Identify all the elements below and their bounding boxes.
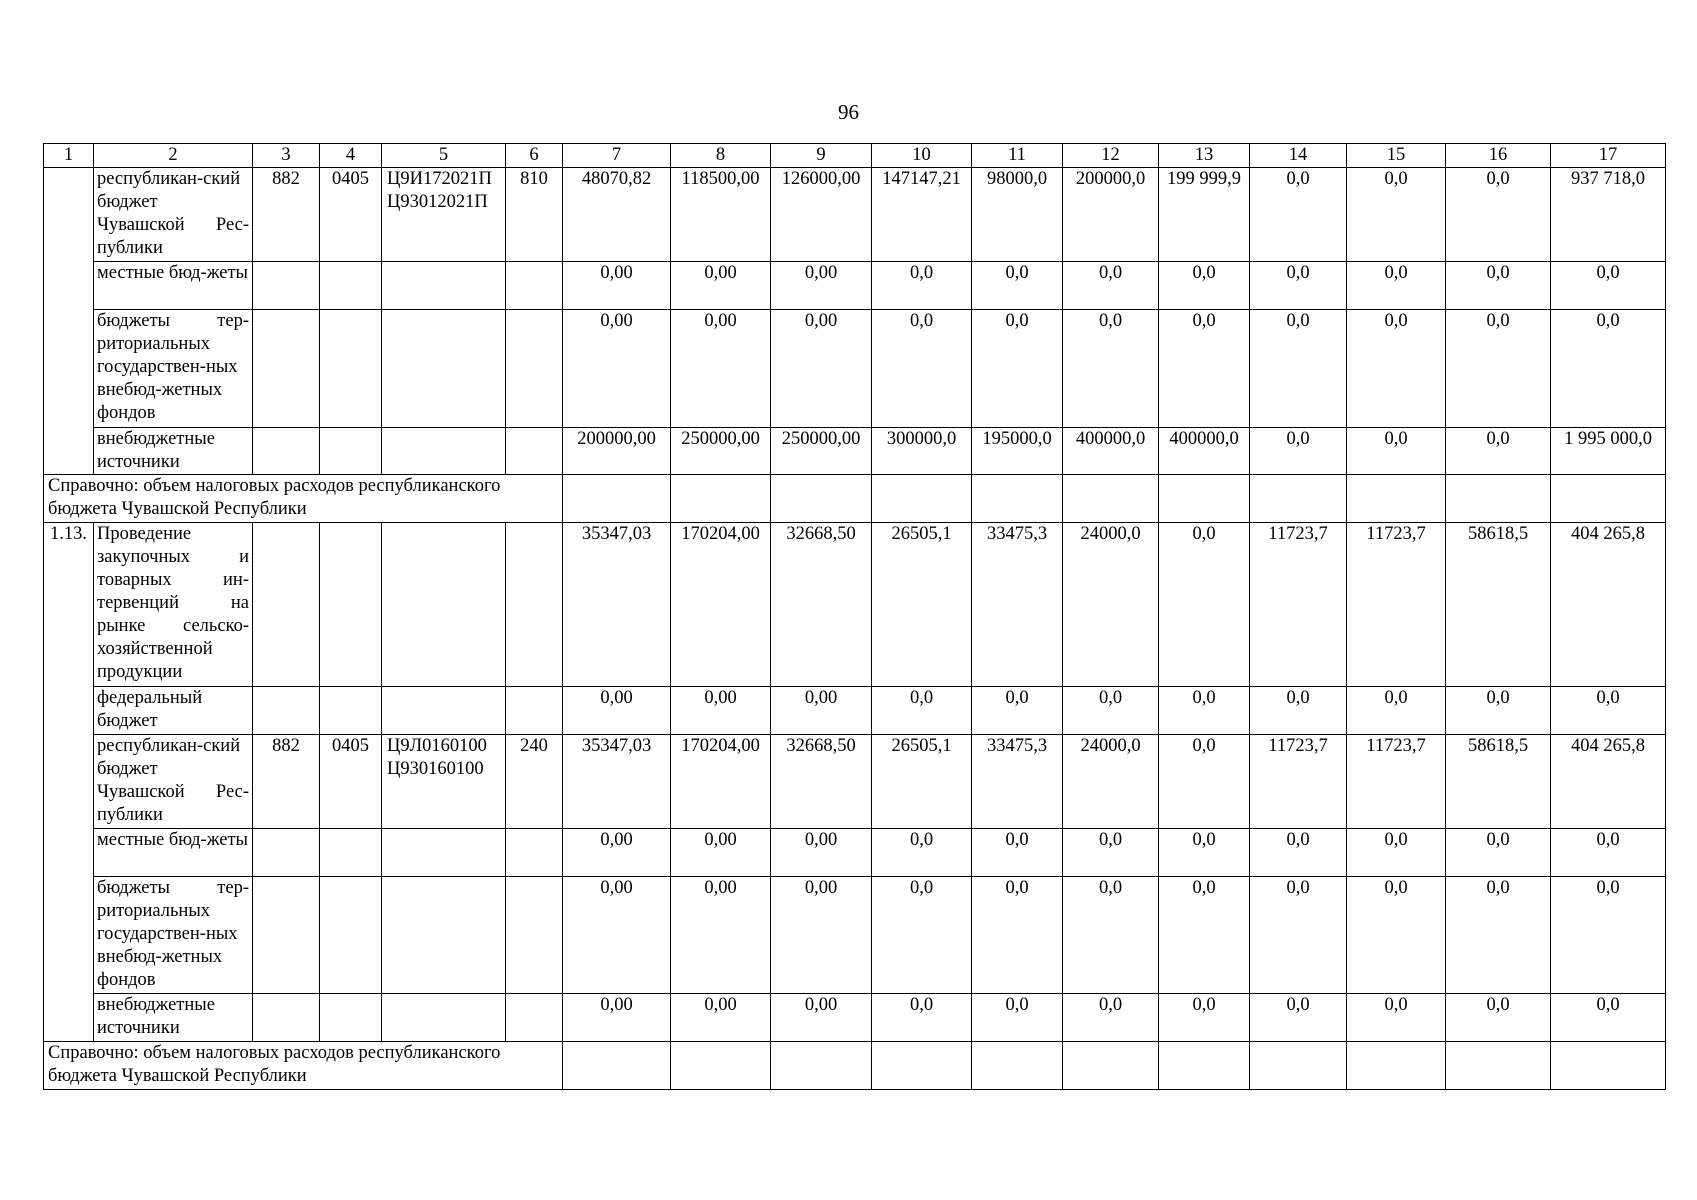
value-cell: 58618,5: [1446, 735, 1551, 829]
target-article-cell: [382, 829, 506, 877]
value-cell: [872, 1042, 972, 1090]
value-cell: 0,0: [1347, 687, 1446, 735]
column-number: 10: [872, 144, 972, 168]
funding-source-cell: внебюджетные источники: [94, 428, 253, 475]
column-number: 5: [382, 144, 506, 168]
tax-expenditure-note: Справочно: объем налоговых расходов республиканского бюджета Чувашской Республики: [44, 1042, 563, 1090]
value-cell: 300000,0: [872, 428, 972, 475]
table-row: [44, 735, 1666, 829]
target-article-cell: [382, 168, 506, 262]
value-cell: [1446, 475, 1551, 523]
column-number: 9: [771, 144, 872, 168]
value-cell: [872, 475, 972, 523]
total-value-cell: 0,0: [1551, 310, 1666, 428]
target-article-cell: [382, 310, 506, 428]
value-cell: 26505,1: [872, 735, 972, 829]
value-cell: 11723,7: [1250, 735, 1347, 829]
value-cell: [671, 1042, 771, 1090]
value-cell: [1159, 1042, 1250, 1090]
value-cell: [563, 1042, 671, 1090]
value-cell: 200000,0: [1063, 168, 1159, 262]
value-cell: 0,00: [671, 994, 771, 1042]
value-cell: 400000,0: [1159, 428, 1250, 475]
table-row: [44, 262, 1666, 310]
value-cell: 199 999,9: [1159, 168, 1250, 262]
value-cell: 0,0: [1159, 994, 1250, 1042]
value-cell: [972, 1042, 1063, 1090]
section-code-cell: 0405: [320, 735, 382, 829]
funding-source-cell: республикан-ский бюджет Чувашской Рес-публики: [94, 168, 253, 262]
value-cell: 0,0: [1159, 523, 1250, 687]
value-cell: [1250, 475, 1347, 523]
value-cell: 0,0: [1446, 994, 1551, 1042]
value-cell: 0,0: [972, 829, 1063, 877]
column-number: 14: [1250, 144, 1347, 168]
table-row: [44, 310, 1666, 428]
total-value-cell: 404 265,8: [1551, 523, 1666, 687]
section-code-cell: [320, 428, 382, 475]
value-cell: 48070,82: [563, 168, 671, 262]
section-code-cell: [320, 829, 382, 877]
value-cell: 32668,50: [771, 735, 872, 829]
funding-source-cell: внебюджетные источники: [94, 994, 253, 1042]
value-cell: 0,0: [1250, 168, 1347, 262]
column-number: 8: [671, 144, 771, 168]
value-cell: 11723,7: [1250, 523, 1347, 687]
value-cell: 0,0: [1446, 310, 1551, 428]
value-cell: 0,0: [972, 310, 1063, 428]
value-cell: 0,0: [1347, 168, 1446, 262]
section-code-cell: [320, 877, 382, 994]
value-cell: [671, 475, 771, 523]
value-cell: 0,00: [671, 877, 771, 994]
target-article-code: Ц93012021П: [387, 192, 488, 212]
value-cell: 0,0: [1159, 829, 1250, 877]
tax-expenditure-note: Справочно: объем налоговых расходов республиканского бюджета Чувашской Республики: [44, 475, 563, 523]
event-name-cell: Проведение закупочных и товарных ин-тервенций на рынке сельско-хозяйственной продукции: [94, 523, 253, 687]
total-value-cell: 0,0: [1551, 262, 1666, 310]
funding-source-cell: бюджеты тер-риториальных государствен-ных внебюд-жетных фондов: [94, 310, 253, 428]
value-cell: 0,0: [1347, 877, 1446, 994]
value-cell: [972, 475, 1063, 523]
value-cell: 0,0: [1063, 877, 1159, 994]
column-number: 4: [320, 144, 382, 168]
column-number: 13: [1159, 144, 1250, 168]
expense-type-cell: [506, 687, 563, 735]
ministry-code-cell: [253, 877, 320, 994]
value-cell: [771, 475, 872, 523]
target-article-code: Ц930160100: [387, 759, 484, 779]
value-cell: 0,0: [1063, 687, 1159, 735]
funding-source-cell: бюджеты тер-риториальных государствен-ных внебюд-жетных фондов: [94, 877, 253, 994]
column-number: 6: [506, 144, 563, 168]
column-number: 17: [1551, 144, 1666, 168]
funding-source-cell: местные бюд-жеты: [94, 262, 253, 310]
value-cell: 0,0: [1063, 829, 1159, 877]
value-cell: 0,00: [771, 262, 872, 310]
target-article-cell: [382, 735, 506, 829]
value-cell: 0,0: [1347, 428, 1446, 475]
value-cell: [1347, 475, 1446, 523]
value-cell: 11723,7: [1347, 735, 1446, 829]
section-code-cell: 0405: [320, 168, 382, 262]
target-article-cell: [382, 877, 506, 994]
value-cell: 118500,00: [671, 168, 771, 262]
value-cell: 0,00: [563, 687, 671, 735]
value-cell: 0,00: [563, 877, 671, 994]
budget-table: [43, 143, 1666, 1090]
value-cell: 35347,03: [563, 735, 671, 829]
value-cell: [771, 1042, 872, 1090]
value-cell: 0,0: [872, 262, 972, 310]
expense-type-cell: [506, 829, 563, 877]
value-cell: 0,0: [1159, 262, 1250, 310]
ministry-code-cell: 882: [253, 735, 320, 829]
column-number-header-row: [44, 144, 1666, 168]
column-number: 2: [94, 144, 253, 168]
value-cell: 0,0: [1159, 310, 1250, 428]
target-article-code: Ц9И172021П: [387, 169, 492, 189]
value-cell: 0,0: [1250, 310, 1347, 428]
value-cell: 0,00: [771, 687, 872, 735]
funding-source-cell: республикан-ский бюджет Чувашской Рес-публики: [94, 735, 253, 829]
value-cell: 0,00: [771, 829, 872, 877]
table-row: [44, 994, 1666, 1042]
value-cell: 0,0: [872, 829, 972, 877]
value-cell: [1347, 1042, 1446, 1090]
total-value-cell: 1 995 000,0: [1551, 428, 1666, 475]
value-cell: 0,0: [972, 994, 1063, 1042]
value-cell: 26505,1: [872, 523, 972, 687]
table-row: [44, 428, 1666, 475]
value-cell: 0,0: [1250, 829, 1347, 877]
value-cell: 170204,00: [671, 735, 771, 829]
value-cell: 0,0: [1250, 994, 1347, 1042]
value-cell: 0,0: [872, 310, 972, 428]
value-cell: 0,00: [671, 262, 771, 310]
value-cell: 147147,21: [872, 168, 972, 262]
target-article-cell: [382, 262, 506, 310]
column-number: 16: [1446, 144, 1551, 168]
value-cell: 0,0: [972, 262, 1063, 310]
section-code-cell: [320, 262, 382, 310]
value-cell: 0,0: [1250, 877, 1347, 994]
ministry-code-cell: [253, 310, 320, 428]
value-cell: [563, 475, 671, 523]
page-number: 96: [838, 100, 859, 124]
column-number: 1: [44, 144, 94, 168]
value-cell: [1159, 475, 1250, 523]
value-cell: [1063, 475, 1159, 523]
value-cell: 0,0: [972, 687, 1063, 735]
target-article-cell: [382, 523, 506, 687]
value-cell: 400000,0: [1063, 428, 1159, 475]
value-cell: 0,0: [972, 877, 1063, 994]
value-cell: 250000,00: [771, 428, 872, 475]
target-article-code: Ц9Л0160100: [387, 736, 487, 756]
total-value-cell: [1551, 1042, 1666, 1090]
value-cell: 0,00: [771, 310, 872, 428]
value-cell: 32668,50: [771, 523, 872, 687]
value-cell: [1063, 1042, 1159, 1090]
target-article-cell: [382, 428, 506, 475]
value-cell: 250000,00: [671, 428, 771, 475]
section-code-cell: [320, 994, 382, 1042]
value-cell: 126000,00: [771, 168, 872, 262]
value-cell: 33475,3: [972, 523, 1063, 687]
value-cell: 195000,0: [972, 428, 1063, 475]
target-article-cell: [382, 687, 506, 735]
total-value-cell: [1551, 475, 1666, 523]
column-number: 15: [1347, 144, 1446, 168]
value-cell: 0,0: [1159, 735, 1250, 829]
value-cell: 0,00: [671, 687, 771, 735]
value-cell: 0,0: [1347, 829, 1446, 877]
ministry-code-cell: [253, 687, 320, 735]
ministry-code-cell: [253, 262, 320, 310]
total-value-cell: 0,0: [1551, 994, 1666, 1042]
ministry-code-cell: [253, 829, 320, 877]
value-cell: 0,0: [1063, 262, 1159, 310]
expense-type-cell: [506, 877, 563, 994]
row-number-cell: 1.13.: [44, 523, 94, 1042]
value-cell: 24000,0: [1063, 735, 1159, 829]
value-cell: 0,0: [1347, 262, 1446, 310]
table-row: [44, 523, 1666, 687]
value-cell: 98000,0: [972, 168, 1063, 262]
value-cell: 0,0: [1159, 687, 1250, 735]
column-number: 3: [253, 144, 320, 168]
value-cell: 0,0: [1347, 994, 1446, 1042]
ministry-code-cell: 882: [253, 168, 320, 262]
value-cell: 200000,00: [563, 428, 671, 475]
section-code-cell: [320, 687, 382, 735]
total-value-cell: 0,0: [1551, 877, 1666, 994]
column-number: 7: [563, 144, 671, 168]
expense-type-cell: [506, 994, 563, 1042]
total-value-cell: 404 265,8: [1551, 735, 1666, 829]
value-cell: 0,00: [671, 829, 771, 877]
value-cell: [1446, 1042, 1551, 1090]
value-cell: 0,00: [563, 310, 671, 428]
value-cell: 0,0: [1446, 262, 1551, 310]
total-value-cell: 0,0: [1551, 687, 1666, 735]
value-cell: 0,0: [872, 687, 972, 735]
value-cell: 0,0: [1446, 428, 1551, 475]
column-number: 11: [972, 144, 1063, 168]
expense-type-cell: [506, 262, 563, 310]
value-cell: 0,0: [1250, 687, 1347, 735]
value-cell: 0,00: [771, 994, 872, 1042]
row-number-cell: [44, 168, 94, 475]
value-cell: 0,00: [671, 310, 771, 428]
table-row: [44, 829, 1666, 877]
value-cell: 0,0: [1159, 877, 1250, 994]
expense-type-cell: [506, 523, 563, 687]
value-cell: 33475,3: [972, 735, 1063, 829]
value-cell: 0,0: [872, 877, 972, 994]
value-cell: [1250, 1042, 1347, 1090]
value-cell: 0,0: [1347, 310, 1446, 428]
value-cell: 0,0: [1446, 687, 1551, 735]
value-cell: 0,0: [1250, 262, 1347, 310]
value-cell: 0,0: [1063, 994, 1159, 1042]
value-cell: 35347,03: [563, 523, 671, 687]
table-row: [44, 877, 1666, 994]
section-code-cell: [320, 310, 382, 428]
reference-row: [44, 475, 1666, 523]
value-cell: 0,0: [1446, 829, 1551, 877]
expense-type-cell: [506, 310, 563, 428]
ministry-code-cell: [253, 523, 320, 687]
funding-source-cell: федеральный бюджет: [94, 687, 253, 735]
ministry-code-cell: [253, 994, 320, 1042]
target-article-cell: [382, 994, 506, 1042]
table-row: [44, 168, 1666, 262]
total-value-cell: 937 718,0: [1551, 168, 1666, 262]
table-row: [44, 687, 1666, 735]
value-cell: 0,00: [771, 877, 872, 994]
value-cell: 0,0: [1446, 168, 1551, 262]
value-cell: 0,00: [563, 262, 671, 310]
expense-type-cell: 810: [506, 168, 563, 262]
value-cell: 170204,00: [671, 523, 771, 687]
value-cell: 0,0: [1250, 428, 1347, 475]
column-number: 12: [1063, 144, 1159, 168]
ministry-code-cell: [253, 428, 320, 475]
value-cell: 0,0: [872, 994, 972, 1042]
value-cell: 0,00: [563, 994, 671, 1042]
value-cell: 58618,5: [1446, 523, 1551, 687]
reference-row: [44, 1042, 1666, 1090]
value-cell: 24000,0: [1063, 523, 1159, 687]
value-cell: 11723,7: [1347, 523, 1446, 687]
section-code-cell: [320, 523, 382, 687]
expense-type-cell: [506, 428, 563, 475]
value-cell: 0,0: [1063, 310, 1159, 428]
funding-source-cell: местные бюд-жеты: [94, 829, 253, 877]
expense-type-cell: 240: [506, 735, 563, 829]
total-value-cell: 0,0: [1551, 829, 1666, 877]
value-cell: 0,0: [1446, 877, 1551, 994]
value-cell: 0,00: [563, 829, 671, 877]
